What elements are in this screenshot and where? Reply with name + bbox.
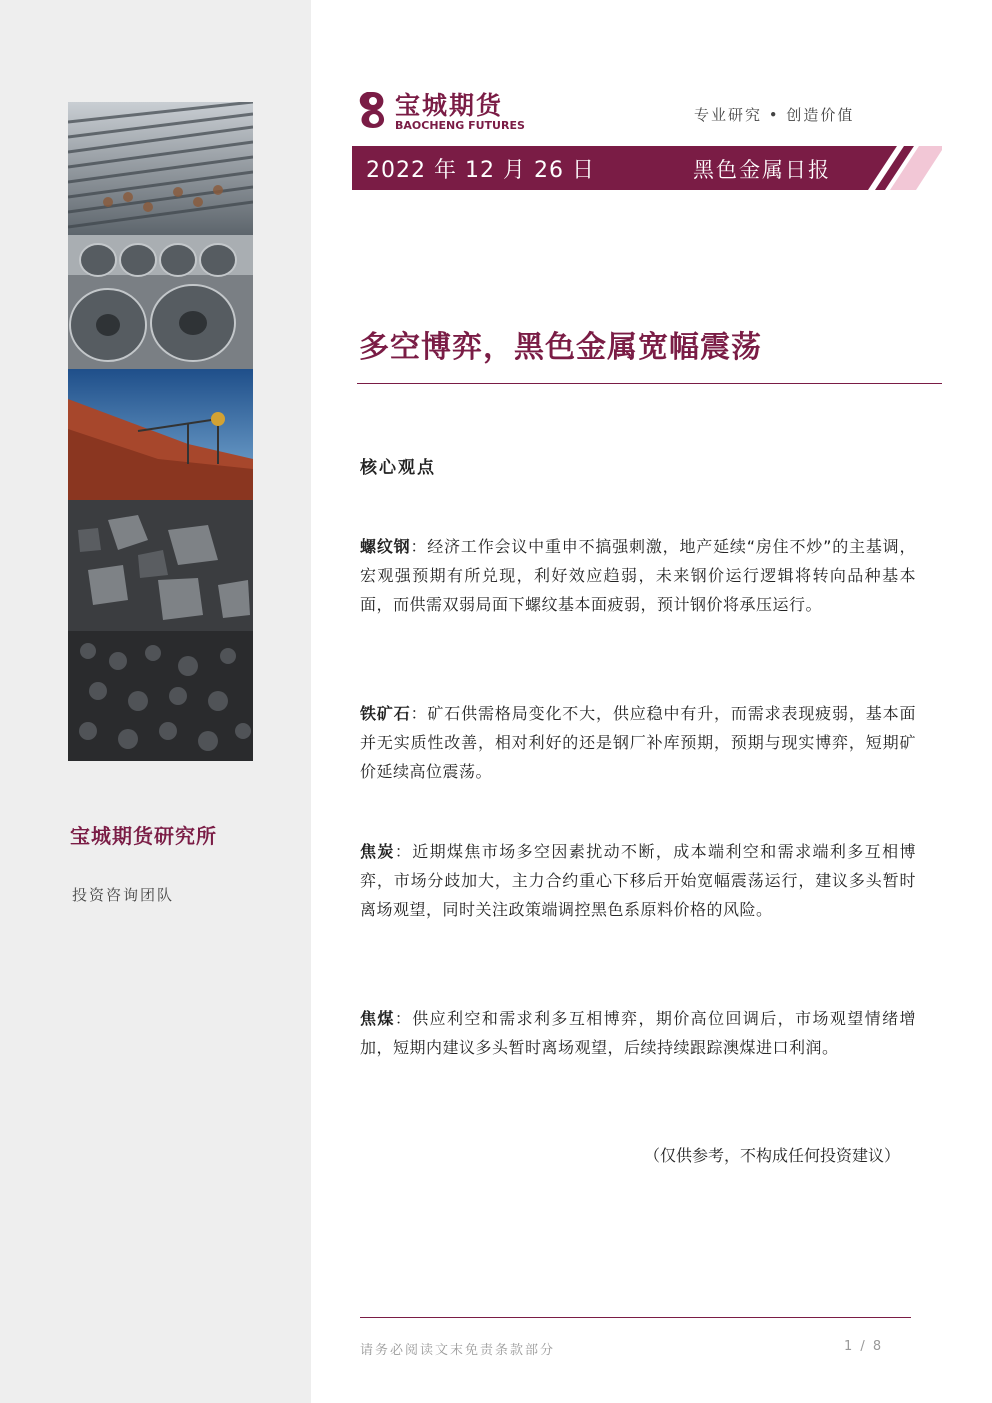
paragraph-text: ：供应利空和需求利多互相博弈，期价高位回调后，市场观望情绪增加，短期内建议多头暂时离场观望，后续持续跟踪澳煤进口利润。 — [360, 1009, 916, 1057]
coal-lumps-photo — [68, 500, 253, 631]
footer-divider — [360, 1317, 911, 1318]
section-title: 核心观点 — [360, 458, 436, 478]
team-name: 投资咨询团队 — [72, 886, 175, 904]
steel-coil-photo — [68, 235, 253, 369]
paragraph-label: 焦煤 — [360, 1009, 395, 1028]
title-divider — [357, 383, 942, 384]
paragraph-rebar — [360, 532, 916, 619]
page-number: 1 / 8 — [844, 1339, 884, 1354]
paragraph-text: ：近期煤焦市场多空因素扰动不断，成本端利空和需求端利多互相博弈，市场分歧加大，主力合约重心下移后开始宽幅震荡运行，建议多头暂时离场观望，同时关注政策端调控黑色系原料价格的风险。 — [360, 842, 916, 919]
page-title: 多空博弈，黑色金属宽幅震荡 — [359, 330, 762, 365]
paragraph-iron-ore — [360, 699, 916, 786]
slogan: 专业研究 • 创造价值 — [694, 106, 855, 124]
iron-ore-stacker-photo — [68, 369, 253, 500]
coke-pile-photo — [68, 631, 253, 761]
paragraph-coking-coal — [360, 1004, 916, 1062]
rebar-photo — [68, 102, 253, 235]
paragraph-label: 铁矿石 — [360, 704, 411, 723]
disclaimer: （仅供参考，不构成任何投资建议） — [644, 1146, 901, 1165]
institute-name: 宝城期货研究所 — [70, 824, 217, 848]
paragraph-label: 螺纹钢 — [360, 537, 411, 556]
logo-english: BAOCHENG FUTURES — [395, 119, 525, 132]
paragraph-coke — [360, 837, 916, 924]
sidebar — [0, 0, 311, 1403]
footer-notice: 请务必阅读文末免责条款部分 — [360, 1343, 556, 1358]
report-date: 2022 年 12 月 26 日 — [366, 158, 595, 183]
paragraph-text: ：矿石供需格局变化不大，供应稳中有升，而需求表现疲弱，基本面并无实质性改善，相对利好的还是钢厂补库预期，预期与现实博弈，短期矿价延续高位震荡。 — [360, 704, 916, 781]
paragraph-label: 焦炭 — [360, 842, 395, 861]
report-type: 黑色金属日报 — [693, 158, 831, 182]
logo-chinese: 宝城期货 — [395, 91, 504, 120]
paragraph-text: ：经济工作会议中重申不搞强刺激，地产延续“房住不炒”的主基调，宏观强预期有所兑现，利好效应趋弱，未来钢价运行逻辑将转向品种基本面，而供需双弱局面下螺纹基本面疲弱，预计钢价将承压运行。 — [360, 537, 916, 614]
